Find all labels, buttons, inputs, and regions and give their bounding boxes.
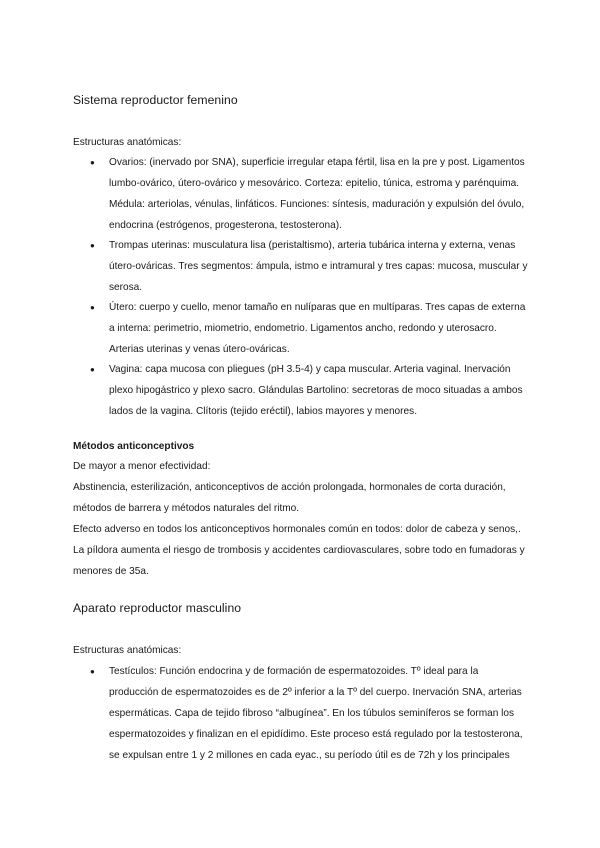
trompas-line: serosa. [109,282,143,293]
bullet-icon: ● [90,365,95,374]
section-intro-male: Estructuras anatómicas: [73,645,182,656]
testiculos-line: espermatozoides y finalizan en el epidídimo. Este proceso está regulado por la testosterona, [109,729,523,740]
bullet-icon: ● [90,667,95,676]
bullet-icon: ● [90,241,95,250]
bullet-icon: ● [90,303,95,312]
ovarios-line: endocrina (estrógenos, progesterona, testosterona). [109,220,342,231]
trompas-line: útero-ováricas. Tres segmentos: ámpula, istmo e intramural y tres capas: mucosa, muscular y [109,261,528,272]
section-title-contraception: Métodos anticonceptivos [73,441,195,452]
utero-line: a interna: perimetrio, miometrio, endometrio. Ligamentos ancho, redondo y uterosacro. [109,323,497,334]
testiculos-line: producción de espermatozoides es de 2º inferior a la Tº del cuerpo. Inervación SNA, arterias [109,687,522,698]
contraception-line: Efecto adverso en todos los anticonceptivos hormonales común en todos: dolor de cabeza y senos,. [73,524,521,535]
section-title-female: Sistema reproductor femenino [73,93,238,107]
contraception-line: La píldora aumenta el riesgo de trombosis y accidentes cardiovasculares, sobre todo en fumadoras y [73,545,525,556]
utero-line: Útero: cuerpo y cuello, menor tamaño en nulíparas que en multíparas. Tres capas de externa [109,302,526,313]
bullet-icon: ● [90,158,95,167]
vagina-line: lados de la vagina. Clítoris (tejido eréctil), labios mayores y menores. [109,406,417,417]
contraception-line: menores de 35a. [73,566,149,577]
contraception-line: Abstinencia, esterilización, anticonceptivos de acción prolongada, hormonales de corta duración, [73,482,506,493]
testiculos-line: se expulsan entre 1 y 2 millones en cada eyac., su período útil es de 72h y los principales [109,750,510,761]
ovarios-line: Ovarios: (inervado por SNA), superficie irregular etapa fértil, lisa en la pre y post. Ligamentos [109,157,525,168]
ovarios-line: Médula: arteriolas, vénulas, linfáticos. Funciones: síntesis, maduración y expulsión del óvulo, [109,199,525,210]
vagina-line: Vagina: capa mucosa con pliegues (pH 3.5-4) y capa muscular. Arteria vaginal. Inervación [109,364,511,375]
testiculos-line: espermáticas. Capa de tejido fibroso “albugínea”. En los túbulos seminíferos se forman los [109,708,515,719]
testiculos-line: Testículos: Función endocrina y de formación de espermatozoides. Tº ideal para la [109,666,479,677]
ovarios-line: lumbo-ovárico, útero-ovárico y mesovárico. Corteza: epitelio, túnica, estroma y parénquima. [109,178,520,189]
trompas-line: Trompas uterinas: musculatura lisa (peristaltismo), arteria tubárica interna y externa, venas [109,240,516,251]
contraception-line: De mayor a menor efectividad: [73,461,211,472]
contraception-line: métodos de barrera y métodos naturales del ritmo. [73,503,300,514]
vagina-line: plexo hipogástrico y plexo sacro. Glándulas Bartolino: secretoras de moco situadas a ambos [109,385,523,396]
section-title-male: Aparato reproductor masculino [73,601,242,615]
section-intro-female: Estructuras anatómicas: [73,137,182,148]
utero-line: Arterias uterinas y venas útero-ováricas. [109,344,290,355]
